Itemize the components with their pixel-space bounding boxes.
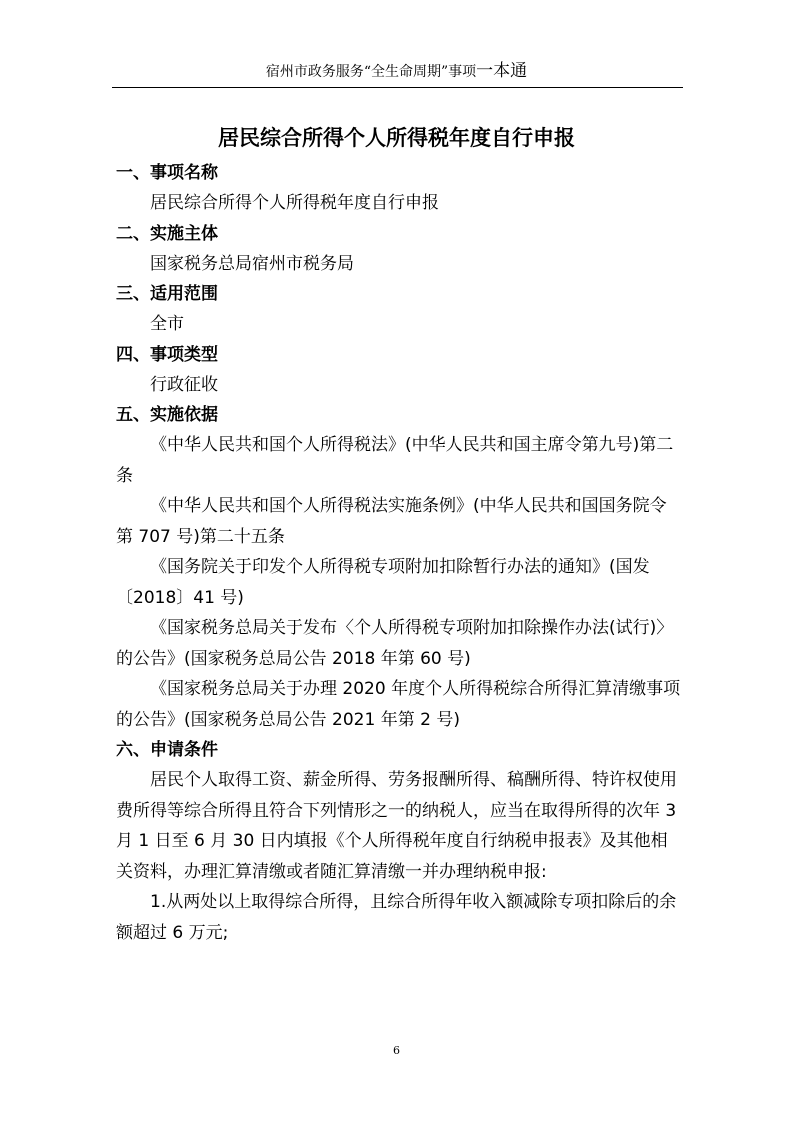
section-text-item-type: 行政征收: [150, 374, 218, 395]
document-body: [116, 158, 682, 948]
conditions-paragraph: 居民个人取得工资、薪金所得、劳务报酬所得、稿酬所得、特许权使用费所得等综合所得且符合下列情形之一的纳税人，应当在取得所得的次年 3 月 1 日至 6 月 30 日内填报《个人所得税年度自行纳税申报表》及其他相关资料，办理汇算清缴或者随汇算清缴一并办理纳税申报:: [116, 770, 677, 882]
legal-basis-paragraph: 《国家税务总局关于发布〈个人所得税专项附加扣除操作办法(试行)〉的公告》(国家税务总局公告 2018 年第 60 号): [116, 618, 674, 669]
section-heading-item-type: 四、事项类型: [116, 344, 218, 365]
header-rule: [112, 87, 683, 88]
section-text-implementing-body: 国家税务总局宿州市税务局: [150, 253, 354, 274]
section-heading-implementing-body: 二、实施主体: [116, 223, 218, 244]
legal-basis-paragraph: 《国家税务总局关于办理 2020 年度个人所得税综合所得汇算清缴事项的公告》(国家税务总局公告 2021 年第 2 号): [116, 679, 681, 730]
section-text-item-name: 居民综合所得个人所得税年度自行申报: [150, 193, 439, 213]
section-heading-item-name: 一、事项名称: [116, 163, 218, 183]
conditions-item: 1.从两处以上取得综合所得，且综合所得年收入额减除专项扣除后的余额超过 6 万元;: [116, 892, 677, 943]
header-suffix: 一本通: [476, 61, 528, 81]
legal-basis-paragraph: 《中华人民共和国个人所得税法实施条例》(中华人民共和国国务院令第 707 号)第二十五条: [116, 496, 667, 547]
section-heading-application-conditions: 六、申请条件: [116, 740, 218, 760]
document-title: 居民综合所得个人所得税年度自行申报: [218, 126, 575, 150]
section-text-scope: 全市: [150, 314, 184, 334]
section-heading-legal-basis: 五、实施依据: [116, 405, 218, 425]
legal-basis-paragraph: 《国务院关于印发个人所得税专项附加扣除暂行办法的通知》(国发〔2018〕41 号): [116, 557, 650, 608]
legal-basis-paragraph: 《中华人民共和国个人所得税法》(中华人民共和国主席令第九号)第二条: [116, 435, 674, 486]
page-number: 6: [393, 1044, 400, 1057]
running-header: [0, 62, 793, 81]
section-heading-scope: 三、适用范围: [116, 284, 218, 304]
header-prefix: 宿州市政务服务“全生命周期”事项: [265, 64, 477, 80]
